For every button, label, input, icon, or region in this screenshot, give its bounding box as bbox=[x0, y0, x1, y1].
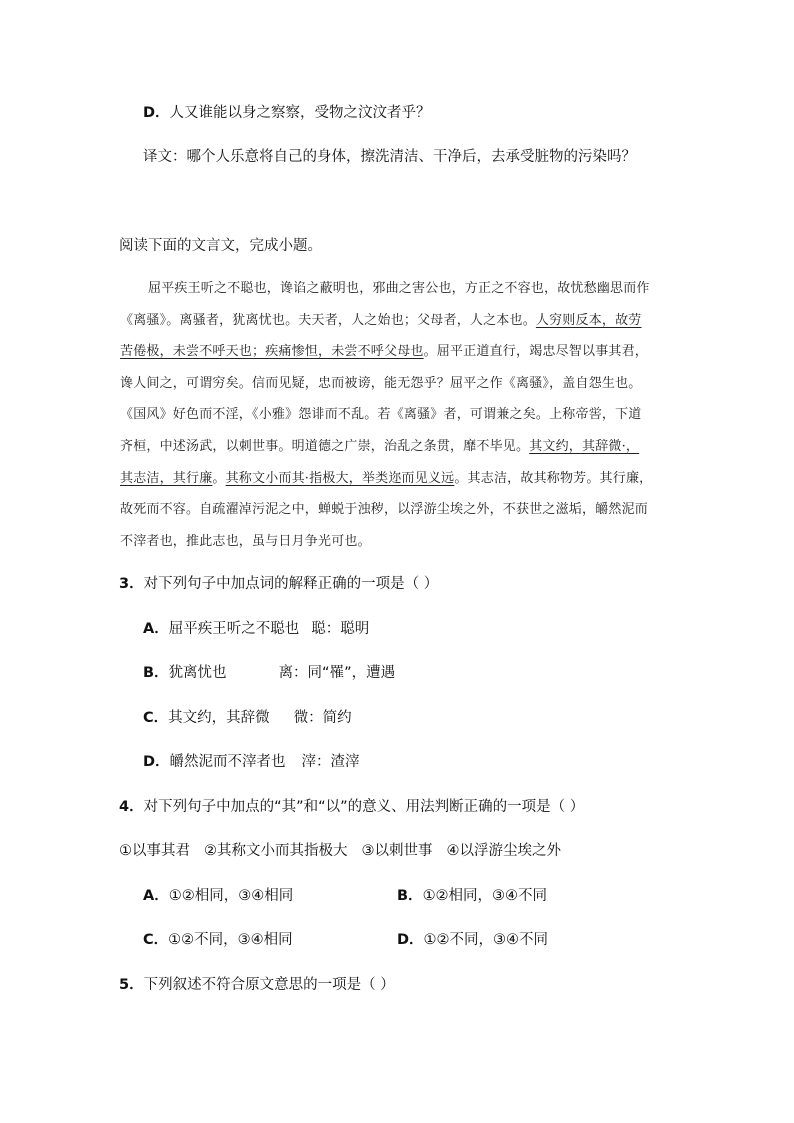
question-stem: 下列叙述不符合原文意思的一项是（ ） bbox=[143, 977, 395, 993]
question-number: 5． bbox=[119, 977, 144, 993]
passage-line bbox=[120, 375, 642, 393]
question-number: 3． bbox=[119, 576, 144, 592]
prev-option-translation: 译文：哪个人乐意将自己的身体，擦洗清洁、干净后，去承受脏物的污染吗？ bbox=[143, 149, 636, 165]
passage-line bbox=[120, 312, 642, 330]
option-label: D． bbox=[143, 105, 170, 121]
passage-text: 《国风》好色而不淫，《小雅》怨诽而不乱。若《离骚》者，可谓兼之矣。上称帝喾，下道 bbox=[120, 407, 642, 422]
q4-item: ③以刺世事 bbox=[361, 843, 433, 859]
option-text: ①②相同，③④不同 bbox=[422, 888, 548, 904]
passage-line bbox=[120, 470, 652, 488]
underlined-sentence: 人穷则反本，故劳 bbox=[535, 313, 642, 328]
option-text: 人又谁能以身之察察，受物之汶汶者乎？ bbox=[169, 105, 431, 121]
option-gloss: 离：同“罹”，遭遇 bbox=[278, 665, 396, 681]
option-text: ①②不同，③④相同 bbox=[168, 932, 293, 948]
option-label: C． bbox=[143, 710, 169, 726]
passage-line bbox=[120, 501, 648, 519]
reading-instruction: 阅读下面的文言文，完成小题。 bbox=[119, 238, 322, 254]
question-5 bbox=[119, 975, 395, 995]
q4-option-b[interactable] bbox=[397, 886, 547, 906]
q4-item: ②其称文小而其指极大 bbox=[204, 843, 348, 859]
option-text: 屈平疾王听之不聪也 bbox=[168, 621, 300, 637]
passage-line bbox=[148, 280, 650, 298]
passage-text: 《离骚》。离骚者，犹离忧也。夫天者，人之始也；父母者，人之本也。 bbox=[120, 313, 536, 328]
passage-line bbox=[120, 406, 642, 424]
question-stem: 对下列句子中加点词的解释正确的一项是（ ） bbox=[143, 576, 439, 592]
question-number: 4． bbox=[119, 799, 144, 815]
option-label: A． bbox=[143, 621, 169, 637]
question-4 bbox=[119, 797, 584, 817]
underlined-sentence: 其称文小而其·指极大，举类迩而见义远 bbox=[225, 471, 455, 486]
passage-text: 屈平疾王听之不聪也，谗谄之蔽明也，邪曲之害公也，方正之不容也，故忧愁幽思而作 bbox=[148, 281, 650, 296]
passage-text: 。 bbox=[212, 471, 226, 486]
q4-option-c[interactable] bbox=[143, 930, 293, 950]
prev-option-d bbox=[143, 103, 431, 123]
underlined-sentence: 其文约，其辞微·， bbox=[529, 439, 640, 454]
passage-text: 谗人间之，可谓穷矣。信而见疑，忠而被谤，能无怨乎？屈平之作《离骚》，盖自怨生也。 bbox=[120, 376, 642, 391]
question-3 bbox=[119, 574, 438, 594]
passage-text: 故死而不容。自疏濯淖污泥之中，蝉蜕于浊秽，以浮游尘埃之外，不获世之滋垢，皭然泥而 bbox=[120, 502, 649, 517]
option-text: ①②相同，③④相同 bbox=[168, 888, 294, 904]
q4-item: ①以事其君 bbox=[119, 843, 190, 859]
question-stem: 对下列句子中加点的“其”和“以”的意义、用法判断正确的一项是（ ） bbox=[143, 799, 585, 815]
passage-line bbox=[120, 533, 371, 551]
option-label: C． bbox=[143, 932, 169, 948]
underlined-sentence: 其志洁，其行廉 bbox=[120, 471, 213, 486]
option-gloss: 滓：渣滓 bbox=[301, 754, 360, 770]
q4-option-d[interactable] bbox=[397, 930, 548, 950]
passage-text: 不滓者也，推此志也，虽与日月争光可也。 bbox=[120, 534, 371, 549]
passage-text: 。其志洁，故其称物芳。其行廉， bbox=[454, 471, 653, 486]
q4-items bbox=[119, 841, 561, 861]
passage-text: 齐桓，中述汤武，以刺世事。明道德之广崇，治乱之条贯，靡不毕见。 bbox=[120, 439, 530, 454]
passage-line bbox=[120, 438, 639, 456]
q3-option-b[interactable] bbox=[143, 663, 395, 683]
classical-passage bbox=[120, 280, 690, 550]
option-label: A． bbox=[143, 888, 169, 904]
passage-line bbox=[120, 343, 648, 361]
q3-option-d[interactable] bbox=[143, 752, 360, 772]
q3-option-a[interactable] bbox=[143, 619, 369, 639]
option-gloss: 微：简约 bbox=[293, 710, 352, 726]
option-label: D． bbox=[143, 754, 170, 770]
option-text: 其文约，其辞微 bbox=[168, 710, 270, 726]
option-label: D． bbox=[397, 932, 424, 948]
q4-item: ④以浮游尘埃之外 bbox=[446, 843, 561, 859]
option-gloss: 聪：聪明 bbox=[311, 621, 370, 637]
option-text: 犹离忧也 bbox=[168, 665, 227, 681]
underlined-sentence: 苦倦极，未尝不呼天也；疾痛惨怛，未尝不呼父母也 bbox=[120, 344, 424, 359]
passage-text: 。屈平正道直行，竭忠尽智以事其君， bbox=[423, 344, 649, 359]
option-text: 皭然泥而不滓者也 bbox=[169, 754, 286, 770]
option-label: B． bbox=[143, 665, 169, 681]
q3-option-c[interactable] bbox=[143, 708, 352, 728]
option-label: B． bbox=[397, 888, 423, 904]
q4-option-a[interactable] bbox=[143, 886, 293, 906]
option-text: ①②不同，③④不同 bbox=[423, 932, 549, 948]
